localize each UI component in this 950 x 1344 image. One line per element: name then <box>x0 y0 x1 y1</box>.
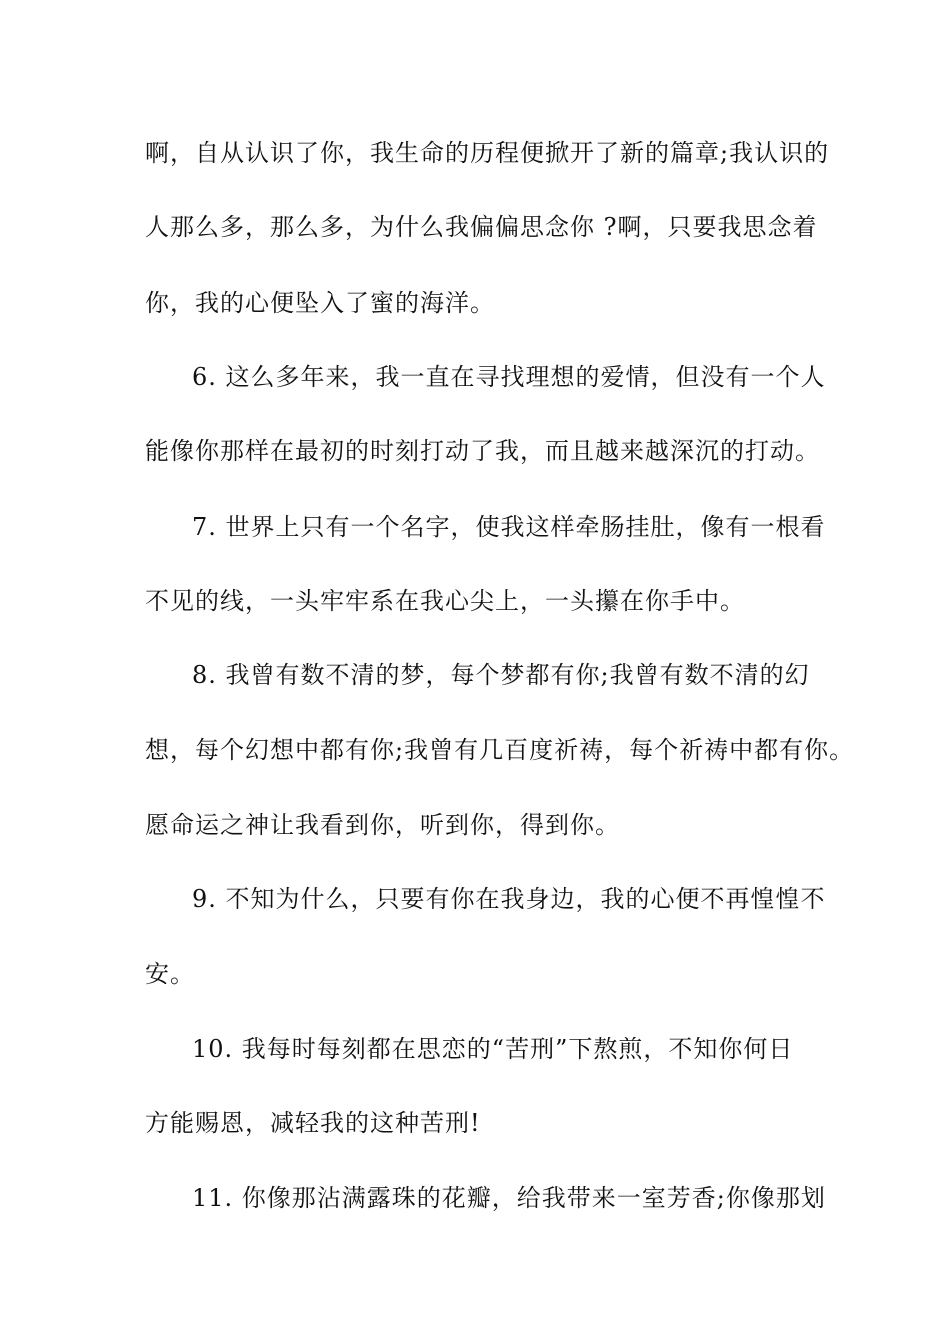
text-line: 愿命运之神让我看到你，听到你，得到你。 <box>145 811 620 839</box>
paragraph-9-start: 9. 不知为什么，只要有你在我身边，我的心便不再惶惶不 <box>192 885 826 913</box>
text-line: 不见的线，一头牢牢系在我心尖上，一头攥在你手中。 <box>145 587 745 615</box>
text-line: 安。 <box>145 960 195 988</box>
text-line: 方能赐恩，减轻我的这种苦刑! <box>145 1109 481 1137</box>
text-line: 人那么多，那么多，为什么我偏偏思念你 ?啊，只要我思念着 <box>145 213 818 241</box>
paragraph-11-start: 11. 你像那沾满露珠的花瓣，给我带来一室芳香;你像那划 <box>192 1184 826 1212</box>
paragraph-8-start: 8. 我曾有数不清的梦，每个梦都有你;我曾有数不清的幻 <box>192 661 810 689</box>
paragraph-7-start: 7. 世界上只有一个名字，使我这样牵肠挂肚，像有一根看 <box>192 513 826 541</box>
text-line: 啊，自从认识了你，我生命的历程便掀开了新的篇章;我认识的 <box>145 139 830 167</box>
text-line: 想，每个幻想中都有你;我曾有几百度祈祷，每个祈祷中都有你。 <box>145 736 855 764</box>
paragraph-10-start: 10. 我每时每刻都在思恋的“苦刑”下熬煎，不知你何日 <box>192 1035 794 1063</box>
text-line: 你，我的心便坠入了蜜的海洋。 <box>145 289 495 317</box>
text-line: 能像你那样在最初的时刻打动了我，而且越来越深沉的打动。 <box>145 437 820 465</box>
paragraph-6-start: 6. 这么多年来，我一直在寻找理想的爱情，但没有一个人 <box>192 363 826 391</box>
